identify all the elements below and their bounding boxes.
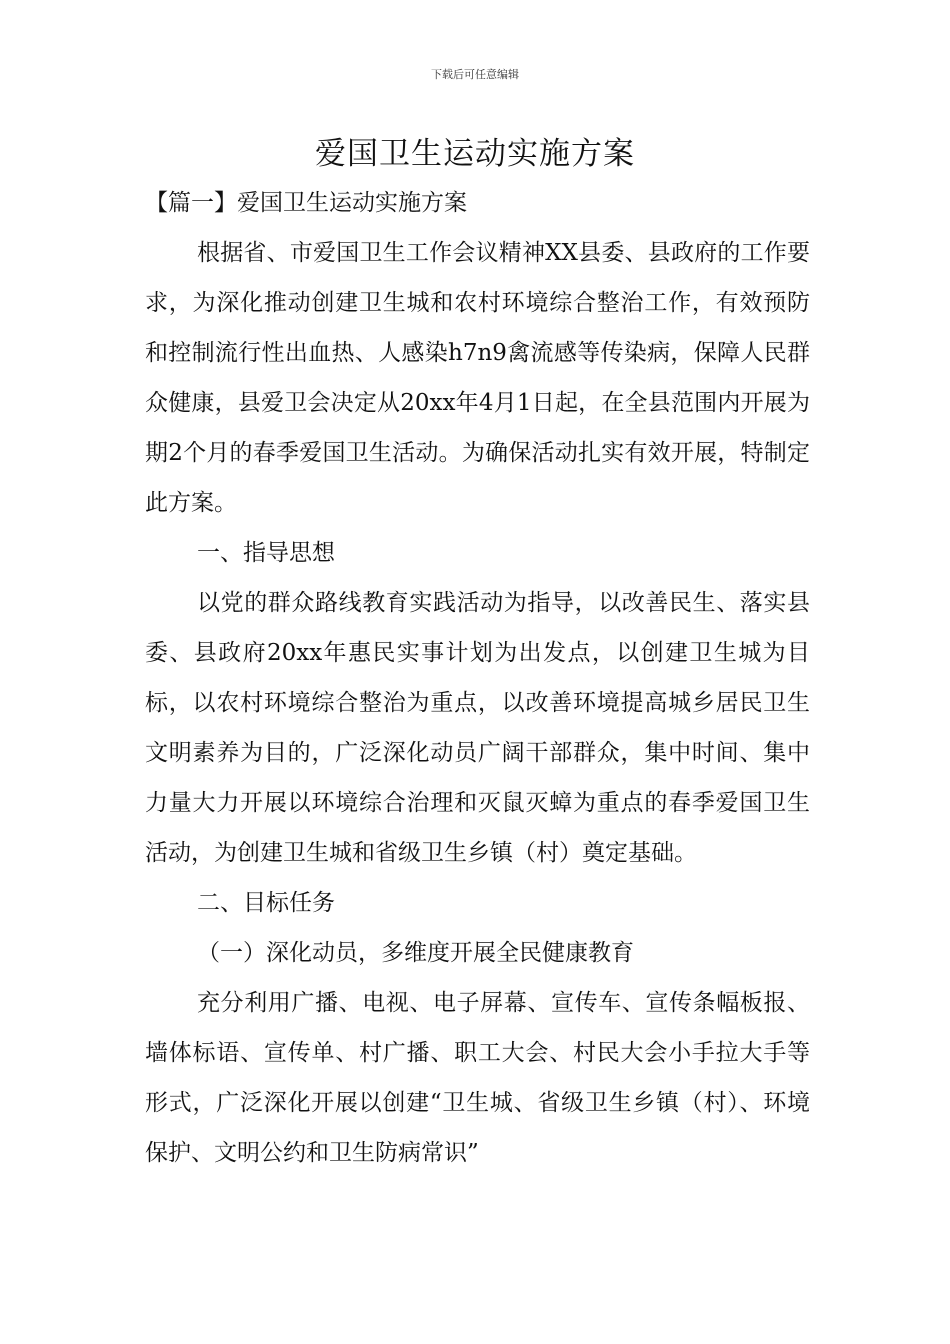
- heading-guiding-ideology: 一、指导思想: [197, 540, 335, 566]
- heading-goals-tasks: 二、目标任务: [197, 890, 335, 916]
- section-label: 【篇一】爱国卫生运动实施方案: [145, 190, 467, 216]
- subheading-health-education: （一）深化动员，多维度开展全民健康教育: [197, 940, 634, 966]
- health-education-paragraph: 充分利用广播、电视、电子屏幕、宣传车、宣传条幅板报、墙体标语、宣传单、村广播、职工大会、村民大会小手拉大手等形式，广泛深化开展以创建“卫生城、省级卫生乡镇（村）、环境保护、文明公约和卫生防病常识”: [145, 990, 810, 1166]
- guiding-ideology-paragraph: 以党的群众路线教育实践活动为指导，以改善民生、落实县委、县政府20xx年惠民实事计划为出发点，以创建卫生城为目标，以农村环境综合整治为重点，以改善环境提高城乡居民卫生文明素养为目的，广泛深化动员广阔干部群众，集中时间、集中力量大力开展以环境综合治理和灭鼠灭蟑为重点的春季爱国卫生活动，为创建卫生城和省级卫生乡镇（村）奠定基础。: [145, 590, 810, 866]
- document-body: [145, 178, 810, 1178]
- header-note: 下载后可任意编辑: [431, 68, 519, 81]
- document-title: 爱国卫生运动实施方案: [315, 136, 635, 172]
- intro-paragraph: 根据省、市爱国卫生工作会议精神XX县委、县政府的工作要求，为深化推动创建卫生城和农村环境综合整治工作，有效预防和控制流行性出血热、人感染h7n9禽流感等传染病，保障人民群众健康，县爱卫会决定从20xx年4月1日起，在全县范围内开展为期2个月的春季爱国卫生活动。为确保活动扎实有效开展，特制定此方案。: [145, 240, 810, 516]
